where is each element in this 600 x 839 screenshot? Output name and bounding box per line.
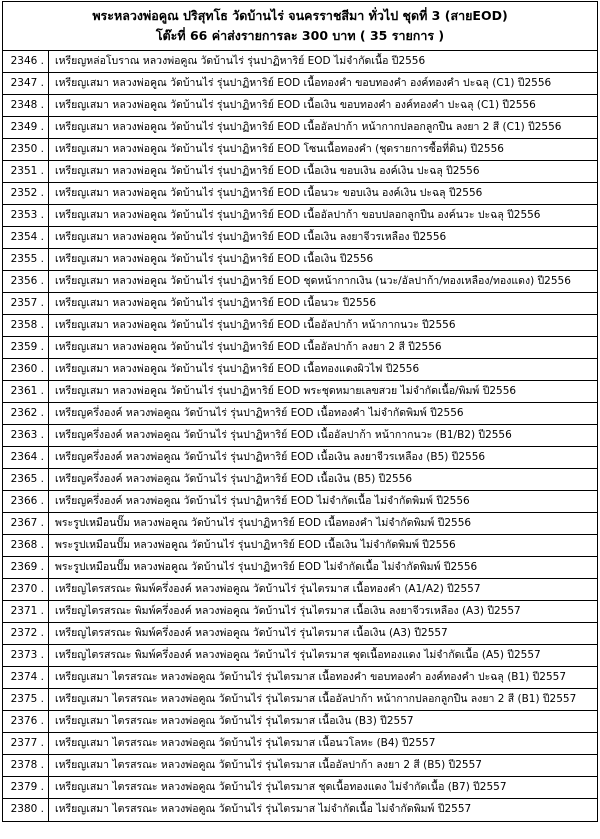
table-row (3, 777, 597, 799)
item-number: 2366 . (3, 491, 49, 512)
item-number: 2360 . (3, 359, 49, 380)
item-description: เหรียญเสมา ไตรสรณะ หลวงพ่อคูณ วัดบ้านไร่ รุ่นไตรมาส เนื้ออัลปาก้า หน้ากากปลอกลูกปืน ลงยา 2 สี (B1) ปี2557 (55, 693, 577, 705)
item-number: 2367 . (3, 513, 49, 534)
item-number: 2375 . (3, 689, 49, 710)
item-number: 2356 . (3, 271, 49, 292)
item-number: 2351 . (3, 161, 49, 182)
table-row (3, 557, 597, 579)
item-description: เหรียญเสมา หลวงพ่อคูณ วัดบ้านไร่ รุ่นปาฏิหาริย์ EOD พระชุดหมายเลขสวย ไม่จำกัดเนื้อ/พิมพ์ ปี2556 (55, 385, 517, 397)
item-number: 2365 . (3, 469, 49, 490)
table-row (3, 623, 597, 645)
item-number: 2370 . (3, 579, 49, 600)
item-number: 2376 . (3, 711, 49, 732)
table-row (3, 447, 597, 469)
item-description: เหรียญเสมา ไตรสรณะ หลวงพ่อคูณ วัดบ้านไร่ รุ่นไตรมาส ไม่จำกัดเนื้อ ไม่จำกัดพิมพ์ ปี2557 (55, 803, 472, 815)
table-row (3, 733, 597, 755)
table-row (3, 161, 597, 183)
item-number: 2380 . (3, 799, 49, 821)
item-description: เหรียญเสมา หลวงพ่อคูณ วัดบ้านไร่ รุ่นปาฏิหาริย์ EOD เนื้อเงิน ขอบทองคำ องค์ทองคำ ปะฉลุ (C1) ปี2556 (55, 99, 536, 111)
item-number: 2352 . (3, 183, 49, 204)
item-description: เหรียญเสมา หลวงพ่อคูณ วัดบ้านไร่ รุ่นปาฏิหาริย์ EOD เนื้อเงิน ลงยาจีวรเหลือง ปี2556 (55, 231, 447, 243)
item-description: พระรูปเหมือนปั๊ม หลวงพ่อคูณ วัดบ้านไร่ รุ่นปาฏิหาริย์ EOD เนื้อเงิน ไม่จำกัดพิมพ์ ปี2556 (55, 539, 456, 551)
item-description: เหรียญครึ่งองค์ หลวงพ่อคูณ วัดบ้านไร่ รุ่นปาฏิหาริย์ EOD เนื้อเงิน ลงยาจีวรเหลือง (B5) ปี2556 (55, 451, 486, 463)
item-number: 2379 . (3, 777, 49, 798)
item-description: เหรียญครึ่งองค์ หลวงพ่อคูณ วัดบ้านไร่ รุ่นปาฏิหาริย์ EOD เนื้ออัลปาก้า หน้ากากนวะ (B1/B2) ปี2556 (55, 429, 512, 441)
item-description: เหรียญครึ่งองค์ หลวงพ่อคูณ วัดบ้านไร่ รุ่นปาฏิหาริย์ EOD เนื้อเงิน (B5) ปี2556 (55, 473, 413, 485)
item-number: 2353 . (3, 205, 49, 226)
item-number: 2347 . (3, 73, 49, 94)
item-description: เหรียญเสมา ไตรสรณะ หลวงพ่อคูณ วัดบ้านไร่ รุ่นไตรมาส ชุดเนื้อทองแดง ไม่จำกัดเนื้อ (B7) ปี2557 (55, 781, 507, 793)
table-row (3, 95, 597, 117)
item-number: 2348 . (3, 95, 49, 116)
item-description: เหรียญไตรสรณะ พิมพ์ครึ่งองค์ หลวงพ่อคูณ วัดบ้านไร่ รุ่นไตรมาส เนื้อเงิน ลงยาจีวรเหลือง (A3) ปี2557 (55, 605, 521, 617)
item-description: เหรียญไตรสรณะ พิมพ์ครึ่งองค์ หลวงพ่อคูณ วัดบ้านไร่ รุ่นไตรมาส เนื้อเงิน (A3) ปี2557 (55, 627, 448, 639)
item-number: 2354 . (3, 227, 49, 248)
item-description: พระรูปเหมือนปั๊ม หลวงพ่อคูณ วัดบ้านไร่ รุ่นปาฏิหาริย์ EOD ไม่จำกัดเนื้อ ไม่จำกัดพิมพ์ ปี2556 (55, 561, 478, 573)
item-description: เหรียญเสมา หลวงพ่อคูณ วัดบ้านไร่ รุ่นปาฏิหาริย์ EOD เนื้ออัลปาก้า หน้ากากนวะ ปี2556 (55, 319, 456, 331)
item-description: เหรียญเสมา หลวงพ่อคูณ วัดบ้านไร่ รุ่นปาฏิหาริย์ EOD เนื้อนวะ ปี2556 (55, 297, 377, 309)
table-row (3, 535, 597, 557)
item-description: เหรียญเสมา หลวงพ่อคูณ วัดบ้านไร่ รุ่นปาฏิหาริย์ EOD เนื้อทองแดงผิวไฟ ปี2556 (55, 363, 420, 375)
item-description: เหรียญเสมา หลวงพ่อคูณ วัดบ้านไร่ รุ่นปาฏิหาริย์ EOD ชุดหน้ากากเงิน (นวะ/อัลปาก้า/ทองเหลือง/ทองแดง) ปี2556 (55, 275, 571, 287)
item-description: เหรียญหล่อโบราณ หลวงพ่อคูณ วัดบ้านไร่ รุ่นปาฏิหาริย์ EOD ไม่จำกัดเนื้อ ปี2556 (55, 55, 426, 67)
list-title: พระหลวงพ่อคูณ ปริสุทโธ วัดบ้านไร่ จนครราชสีมา ทั่วไป ชุดที่ 3 (สายEOD) (92, 8, 508, 23)
table-row (3, 645, 597, 667)
table-row (3, 249, 597, 271)
item-description: เหรียญเสมา หลวงพ่อคูณ วัดบ้านไร่ รุ่นปาฏิหาริย์ EOD โซนเนื้อทองคำ (ชุดรายการซื้อที่ดิน) ปี2556 (55, 143, 504, 155)
table-row (3, 227, 597, 249)
list-header (3, 2, 597, 51)
item-description: เหรียญเสมา หลวงพ่อคูณ วัดบ้านไร่ รุ่นปาฏิหาริย์ EOD เนื้ออัลปาก้า ขอบปลอกลูกปืน องค์นวะ ปะฉลุ ปี2556 (55, 209, 541, 221)
item-number: 2377 . (3, 733, 49, 754)
table-row (3, 579, 597, 601)
table-row (3, 491, 597, 513)
item-table (3, 51, 597, 821)
list-subtitle: โต๊ะที่ 66 ค่าส่งรายการละ 300 บาท ( 35 รายการ ) (155, 28, 445, 43)
table-row (3, 513, 597, 535)
item-number: 2363 . (3, 425, 49, 446)
table-row (3, 139, 597, 161)
item-number: 2362 . (3, 403, 49, 424)
item-description: พระรูปเหมือนปั๊ม หลวงพ่อคูณ วัดบ้านไร่ รุ่นปาฏิหาริย์ EOD เนื้อทองคำ ไม่จำกัดพิมพ์ ปี2556 (55, 517, 472, 529)
table-row (3, 689, 597, 711)
item-number: 2374 . (3, 667, 49, 688)
table-row (3, 469, 597, 491)
item-description: เหรียญเสมา ไตรสรณะ หลวงพ่อคูณ วัดบ้านไร่ รุ่นไตรมาส เนื้อนวโลหะ (B4) ปี2557 (55, 737, 436, 749)
item-number: 2361 . (3, 381, 49, 402)
table-row (3, 667, 597, 689)
item-description: เหรียญเสมา หลวงพ่อคูณ วัดบ้านไร่ รุ่นปาฏิหาริย์ EOD เนื้อนวะ ขอบเงิน องค์เงิน ปะฉลุ ปี2556 (55, 187, 483, 199)
table-row (3, 337, 597, 359)
item-description: เหรียญเสมา หลวงพ่อคูณ วัดบ้านไร่ รุ่นปาฏิหาริย์ EOD เนื้ออัลปาก้า หน้ากากปลอกลูกปืน ลงยา 2 สี (C1) ปี2556 (55, 121, 562, 133)
table-row (3, 315, 597, 337)
item-number: 2378 . (3, 755, 49, 776)
item-number: 2372 . (3, 623, 49, 644)
item-number: 2358 . (3, 315, 49, 336)
item-number: 2368 . (3, 535, 49, 556)
table-row (3, 381, 597, 403)
item-number: 2359 . (3, 337, 49, 358)
table-row (3, 293, 597, 315)
item-description: เหรียญเสมา ไตรสรณะ หลวงพ่อคูณ วัดบ้านไร่ รุ่นไตรมาส เนื้อเงิน (B3) ปี2557 (55, 715, 414, 727)
item-description: เหรียญเสมา หลวงพ่อคูณ วัดบ้านไร่ รุ่นปาฏิหาริย์ EOD เนื้อเงิน ขอบเงิน องค์เงิน ปะฉลุ ปี2556 (55, 165, 480, 177)
table-row (3, 117, 597, 139)
item-number: 2357 . (3, 293, 49, 314)
table-row (3, 601, 597, 623)
table-row (3, 799, 597, 821)
item-number: 2349 . (3, 117, 49, 138)
item-description: เหรียญเสมา ไตรสรณะ หลวงพ่อคูณ วัดบ้านไร่ รุ่นไตรมาส เนื้ออัลปาก้า ลงยา 2 สี (B5) ปี2557 (55, 759, 482, 771)
table-row (3, 51, 597, 73)
item-number: 2355 . (3, 249, 49, 270)
table-row (3, 271, 597, 293)
table-row (3, 73, 597, 95)
auction-list-document (2, 1, 598, 822)
item-description: เหรียญเสมา ไตรสรณะ หลวงพ่อคูณ วัดบ้านไร่ รุ่นไตรมาส เนื้อทองคำ ขอบทองคำ องค์ทองคำ ปะฉลุ (B1) ปี2557 (55, 671, 566, 683)
item-number: 2371 . (3, 601, 49, 622)
item-description: เหรียญเสมา หลวงพ่อคูณ วัดบ้านไร่ รุ่นปาฏิหาริย์ EOD เนื้ออัลปาก้า ลงยา 2 สี ปี2556 (55, 341, 442, 353)
table-row (3, 359, 597, 381)
table-row (3, 205, 597, 227)
table-row (3, 403, 597, 425)
table-row (3, 755, 597, 777)
item-number: 2350 . (3, 139, 49, 160)
item-number: 2346 . (3, 51, 49, 72)
item-description: เหรียญไตรสรณะ พิมพ์ครึ่งองค์ หลวงพ่อคูณ วัดบ้านไร่ รุ่นไตรมาส เนื้อทองคำ (A1/A2) ปี2557 (55, 583, 481, 595)
item-description: เหรียญไตรสรณะ พิมพ์ครึ่งองค์ หลวงพ่อคูณ วัดบ้านไร่ รุ่นไตรมาส ชุดเนื้อทองแดง ไม่จำกัดเนื้อ (A5) ปี2557 (55, 649, 541, 661)
item-number: 2364 . (3, 447, 49, 468)
item-description: เหรียญเสมา หลวงพ่อคูณ วัดบ้านไร่ รุ่นปาฏิหาริย์ EOD เนื้อเงิน ปี2556 (55, 253, 374, 265)
item-description: เหรียญครึ่งองค์ หลวงพ่อคูณ วัดบ้านไร่ รุ่นปาฏิหาริย์ EOD เนื้อทองคำ ไม่จำกัดพิมพ์ ปี2556 (55, 407, 464, 419)
item-description: เหรียญครึ่งองค์ หลวงพ่อคูณ วัดบ้านไร่ รุ่นปาฏิหาริย์ EOD ไม่จำกัดเนื้อ ไม่จำกัดพิมพ์ ปี2556 (55, 495, 470, 507)
table-row (3, 425, 597, 447)
table-row (3, 183, 597, 205)
item-number: 2373 . (3, 645, 49, 666)
table-row (3, 711, 597, 733)
item-number: 2369 . (3, 557, 49, 578)
item-description: เหรียญเสมา หลวงพ่อคูณ วัดบ้านไร่ รุ่นปาฏิหาริย์ EOD เนื้อทองคำ ขอบทองคำ องค์ทองคำ ปะฉลุ (C1) ปี2556 (55, 77, 552, 89)
